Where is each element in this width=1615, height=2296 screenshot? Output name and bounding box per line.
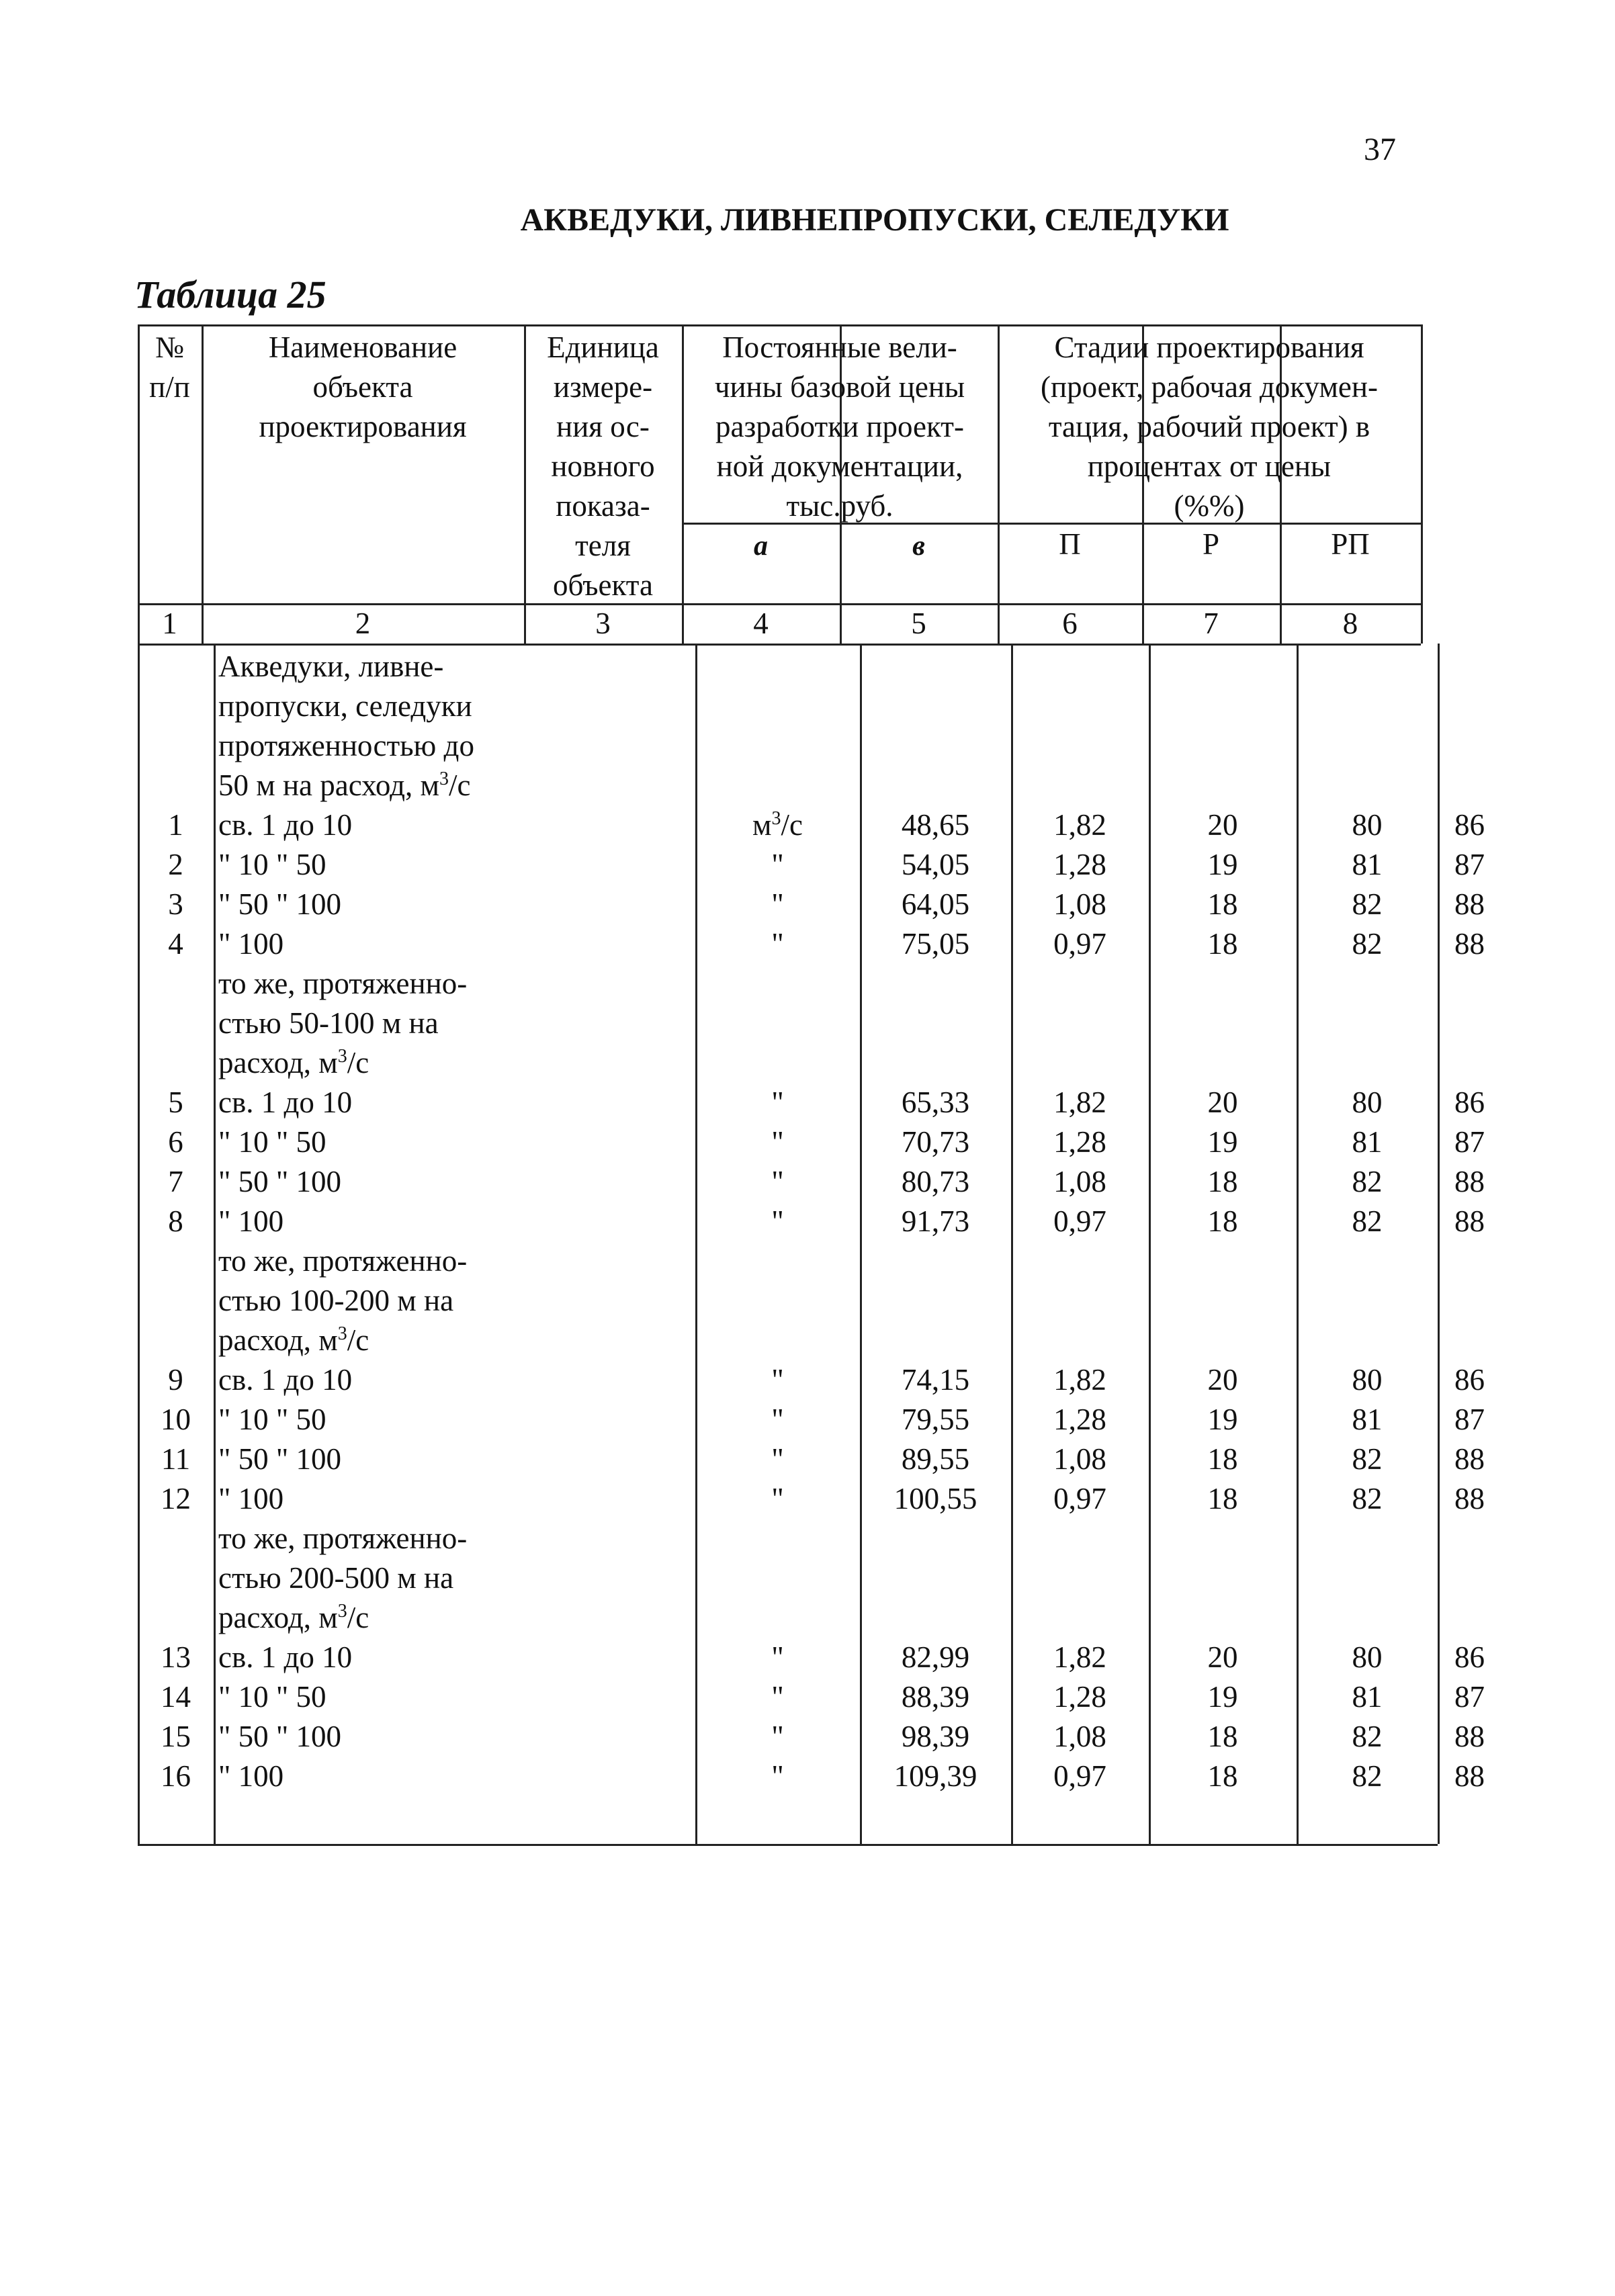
row-name: " 50 " 100 <box>218 1442 341 1476</box>
row-unit: " <box>771 1165 784 1198</box>
row-value-a: 100,55 <box>893 1482 977 1515</box>
table-top-border <box>138 324 1421 326</box>
column-number: 6 <box>1062 607 1078 640</box>
header-unit-label: показа- <box>556 489 650 523</box>
header-base-price-label: разработки проект- <box>715 410 964 443</box>
row-name: св. 1 до 10 <box>218 1363 353 1397</box>
row-unit: " <box>771 1204 784 1238</box>
row-value-rp: 87 <box>1454 1680 1485 1714</box>
row-value-r: 82 <box>1352 927 1383 961</box>
header-base-price-label: Постоянные вели- <box>722 330 957 364</box>
group-heading-line: расход, $м^3/с$ <box>218 1046 369 1079</box>
row-value-p: 18 <box>1207 1442 1238 1476</box>
row-value-rp: 88 <box>1454 927 1485 961</box>
row-number: 14 <box>161 1680 191 1714</box>
row-value-rp: 88 <box>1454 1759 1485 1793</box>
page-number: 37 <box>1364 132 1396 167</box>
header-name-label: Наименование <box>268 330 457 364</box>
row-value-r: 81 <box>1352 848 1383 881</box>
table-caption: Таблица 25 <box>134 273 326 316</box>
row-unit: " <box>771 1086 784 1119</box>
group-heading-line: протяженностью до <box>218 729 474 762</box>
row-value-r: 82 <box>1352 1720 1383 1753</box>
row-value-r: 82 <box>1352 887 1383 921</box>
row-value-r: 81 <box>1352 1403 1383 1436</box>
row-name: " 100 <box>218 1759 284 1793</box>
row-value-rp: 87 <box>1454 848 1485 881</box>
row-value-b: 1,28 <box>1053 848 1106 881</box>
row-unit: " <box>771 1125 784 1159</box>
row-unit: " <box>771 1759 784 1793</box>
row-value-b: 1,08 <box>1053 887 1106 921</box>
row-value-b: 1,82 <box>1053 1640 1106 1674</box>
row-name: " 100 <box>218 1482 284 1515</box>
header-unit-label: теля <box>575 529 631 562</box>
column-number: 4 <box>753 607 769 640</box>
row-unit: $м^3/с$ <box>752 808 803 842</box>
row-number: 8 <box>168 1204 183 1238</box>
row-number: 13 <box>161 1640 191 1674</box>
row-value-b: 1,82 <box>1053 808 1106 842</box>
row-value-a: 75,05 <box>901 927 970 961</box>
row-value-rp: 86 <box>1454 808 1485 842</box>
row-unit: " <box>771 1403 784 1436</box>
row-value-a: 88,39 <box>901 1680 970 1714</box>
row-number: 4 <box>168 927 183 961</box>
row-value-r: 80 <box>1352 1640 1383 1674</box>
row-name: " 10 " 50 <box>218 848 326 881</box>
row-number: 3 <box>168 887 183 921</box>
row-value-b: 1,82 <box>1053 1363 1106 1397</box>
header-unit-label: измере- <box>553 370 653 404</box>
row-value-a: 89,55 <box>901 1442 970 1476</box>
row-value-rp: 88 <box>1454 1482 1485 1515</box>
row-value-p: 18 <box>1207 1204 1238 1238</box>
row-value-p: 18 <box>1207 1720 1238 1753</box>
row-value-r: 81 <box>1352 1125 1383 1159</box>
row-value-a: 74,15 <box>901 1363 970 1397</box>
header-sub-b: в <box>912 531 925 562</box>
header-name-label: объекта <box>312 370 413 404</box>
row-value-b: 0,97 <box>1053 1759 1106 1793</box>
column-number: 2 <box>355 607 371 640</box>
row-number: 9 <box>168 1363 183 1397</box>
row-unit: " <box>771 1680 784 1714</box>
row-value-rp: 86 <box>1454 1086 1485 1119</box>
row-number: 5 <box>168 1086 183 1119</box>
row-value-r: 80 <box>1352 1086 1383 1119</box>
row-value-rp: 86 <box>1454 1363 1485 1397</box>
row-value-r: 82 <box>1352 1482 1383 1515</box>
row-name: " 50 " 100 <box>218 1165 341 1198</box>
header-unit-label: ния ос- <box>556 410 650 443</box>
row-value-p: 19 <box>1207 1403 1238 1436</box>
header-number-label: № <box>155 330 184 364</box>
row-value-a: 80,73 <box>901 1165 970 1198</box>
row-value-p: 18 <box>1207 1759 1238 1793</box>
row-value-rp: 87 <box>1454 1125 1485 1159</box>
header-stages-label: Стадии проектирования <box>1054 330 1364 364</box>
row-number: 10 <box>161 1403 191 1436</box>
column-number: 5 <box>911 607 926 640</box>
page-title: АКВЕДУКИ, ЛИВНЕПРОПУСКИ, СЕЛЕДУКИ <box>520 202 1229 238</box>
row-name: " 10 " 50 <box>218 1680 326 1714</box>
column-number: 3 <box>595 607 611 640</box>
row-value-a: 82,99 <box>901 1640 970 1674</box>
group-heading-line: то же, протяженно- <box>218 1244 468 1278</box>
row-value-rp: 88 <box>1454 1204 1485 1238</box>
row-value-r: 81 <box>1352 1680 1383 1714</box>
group-heading-line: расход, $м^3/с$ <box>218 1601 369 1634</box>
row-value-rp: 88 <box>1454 1165 1485 1198</box>
row-unit: " <box>771 1482 784 1515</box>
row-unit: " <box>771 927 784 961</box>
row-number: 15 <box>161 1720 191 1753</box>
row-value-a: 79,55 <box>901 1403 970 1436</box>
group-heading-line: пропуски, селедуки <box>218 689 472 723</box>
row-value-b: 1,08 <box>1053 1165 1106 1198</box>
row-value-b: 1,28 <box>1053 1680 1106 1714</box>
row-value-p: 19 <box>1207 1125 1238 1159</box>
row-value-a: 98,39 <box>901 1720 970 1753</box>
row-name: " 10 " 50 <box>218 1125 326 1159</box>
header-base-price-label: ной документации, <box>716 449 963 483</box>
row-value-b: 1,28 <box>1053 1125 1106 1159</box>
group-heading-line: то же, протяженно- <box>218 967 468 1000</box>
row-value-p: 20 <box>1207 808 1238 842</box>
row-value-r: 82 <box>1352 1204 1383 1238</box>
header-unit-label: новного <box>551 449 655 483</box>
row-value-p: 18 <box>1207 927 1238 961</box>
row-value-r: 82 <box>1352 1442 1383 1476</box>
row-name: " 100 <box>218 927 284 961</box>
row-unit: " <box>771 1363 784 1397</box>
row-name: " 10 " 50 <box>218 1403 326 1436</box>
row-value-a: 65,33 <box>901 1086 970 1119</box>
row-value-p: 19 <box>1207 1680 1238 1714</box>
row-value-b: 1,08 <box>1053 1720 1106 1753</box>
row-value-b: 1,28 <box>1053 1403 1106 1436</box>
header-sub-p: П <box>1059 527 1081 561</box>
column-number: 1 <box>162 607 177 640</box>
header-stages-label: (%%) <box>1174 489 1245 523</box>
row-name: св. 1 до 10 <box>218 1640 353 1674</box>
header-stages-label: процентах от цены <box>1087 449 1332 483</box>
header-bottom-border <box>138 603 1421 605</box>
row-value-rp: 88 <box>1454 887 1485 921</box>
row-value-b: 0,97 <box>1053 1482 1106 1515</box>
header-stages-label: (проект, рабочая докумен- <box>1041 370 1378 404</box>
row-value-p: 20 <box>1207 1363 1238 1397</box>
row-number: 1 <box>168 808 183 842</box>
row-number: 2 <box>168 848 183 881</box>
row-unit: " <box>771 1442 784 1476</box>
group-heading-line: стью 50-100 м на <box>218 1006 439 1040</box>
group-heading-line: то же, протяженно- <box>218 1521 468 1555</box>
column-number: 7 <box>1203 607 1219 640</box>
group-heading-line: стью 100-200 м на <box>218 1284 454 1317</box>
table-bottom-border <box>138 1844 1438 1846</box>
body-column-divider <box>214 644 216 1844</box>
row-value-p: 18 <box>1207 887 1238 921</box>
row-value-p: 20 <box>1207 1086 1238 1119</box>
group-heading-line: стью 200-500 м на <box>218 1561 454 1595</box>
row-value-p: 20 <box>1207 1640 1238 1674</box>
row-value-r: 82 <box>1352 1165 1383 1198</box>
row-value-rp: 88 <box>1454 1720 1485 1753</box>
row-value-b: 0,97 <box>1053 1204 1106 1238</box>
column-number-row-border <box>138 644 1421 646</box>
row-value-a: 48,65 <box>901 808 970 842</box>
group-heading-line: 50 м на расход, $м^3/с$ <box>218 768 471 802</box>
header-sub-r: Р <box>1202 527 1220 561</box>
row-name: " 50 " 100 <box>218 887 341 921</box>
row-number: 12 <box>161 1482 191 1515</box>
row-value-rp: 87 <box>1454 1403 1485 1436</box>
row-value-b: 1,82 <box>1053 1086 1106 1119</box>
row-number: 16 <box>161 1759 191 1793</box>
row-number: 11 <box>161 1442 191 1476</box>
header-base-price-label: чины базовой цены <box>714 370 965 404</box>
header-name-label: проектирования <box>259 410 467 443</box>
header-sub-a: а <box>754 531 768 562</box>
row-value-b: 1,08 <box>1053 1442 1106 1476</box>
row-value-r: 82 <box>1352 1759 1383 1793</box>
row-value-a: 91,73 <box>901 1204 970 1238</box>
row-value-p: 19 <box>1207 848 1238 881</box>
row-value-b: 0,97 <box>1053 927 1106 961</box>
row-name: " 50 " 100 <box>218 1720 341 1753</box>
header-stages-label: тация, рабочий проект) в <box>1048 410 1370 443</box>
group-heading-line: Акведуки, ливне- <box>218 650 444 683</box>
header-column-divider <box>1421 324 1423 644</box>
row-value-rp: 86 <box>1454 1640 1485 1674</box>
row-value-rp: 88 <box>1454 1442 1485 1476</box>
row-value-a: 109,39 <box>893 1759 977 1793</box>
row-number: 6 <box>168 1125 183 1159</box>
row-unit: " <box>771 848 784 881</box>
header-base-price-label: тыс.руб. <box>786 489 893 523</box>
row-unit: " <box>771 887 784 921</box>
row-unit: " <box>771 1640 784 1674</box>
row-value-a: 64,05 <box>901 887 970 921</box>
row-unit: " <box>771 1720 784 1753</box>
row-value-r: 80 <box>1352 808 1383 842</box>
header-sub-rp: РП <box>1331 527 1370 561</box>
row-name: " 100 <box>218 1204 284 1238</box>
column-number: 8 <box>1342 607 1358 640</box>
row-name: св. 1 до 10 <box>218 1086 353 1119</box>
row-value-a: 54,05 <box>901 848 970 881</box>
row-value-r: 80 <box>1352 1363 1383 1397</box>
header-unit-label: Единица <box>547 330 659 364</box>
header-number-label: п/п <box>149 370 190 404</box>
row-value-p: 18 <box>1207 1165 1238 1198</box>
row-value-a: 70,73 <box>901 1125 970 1159</box>
group-heading-line: расход, $м^3/с$ <box>218 1323 369 1357</box>
row-value-p: 18 <box>1207 1482 1238 1515</box>
header-unit-label: объекта <box>553 568 653 602</box>
row-name: св. 1 до 10 <box>218 808 353 842</box>
row-number: 7 <box>168 1165 183 1198</box>
